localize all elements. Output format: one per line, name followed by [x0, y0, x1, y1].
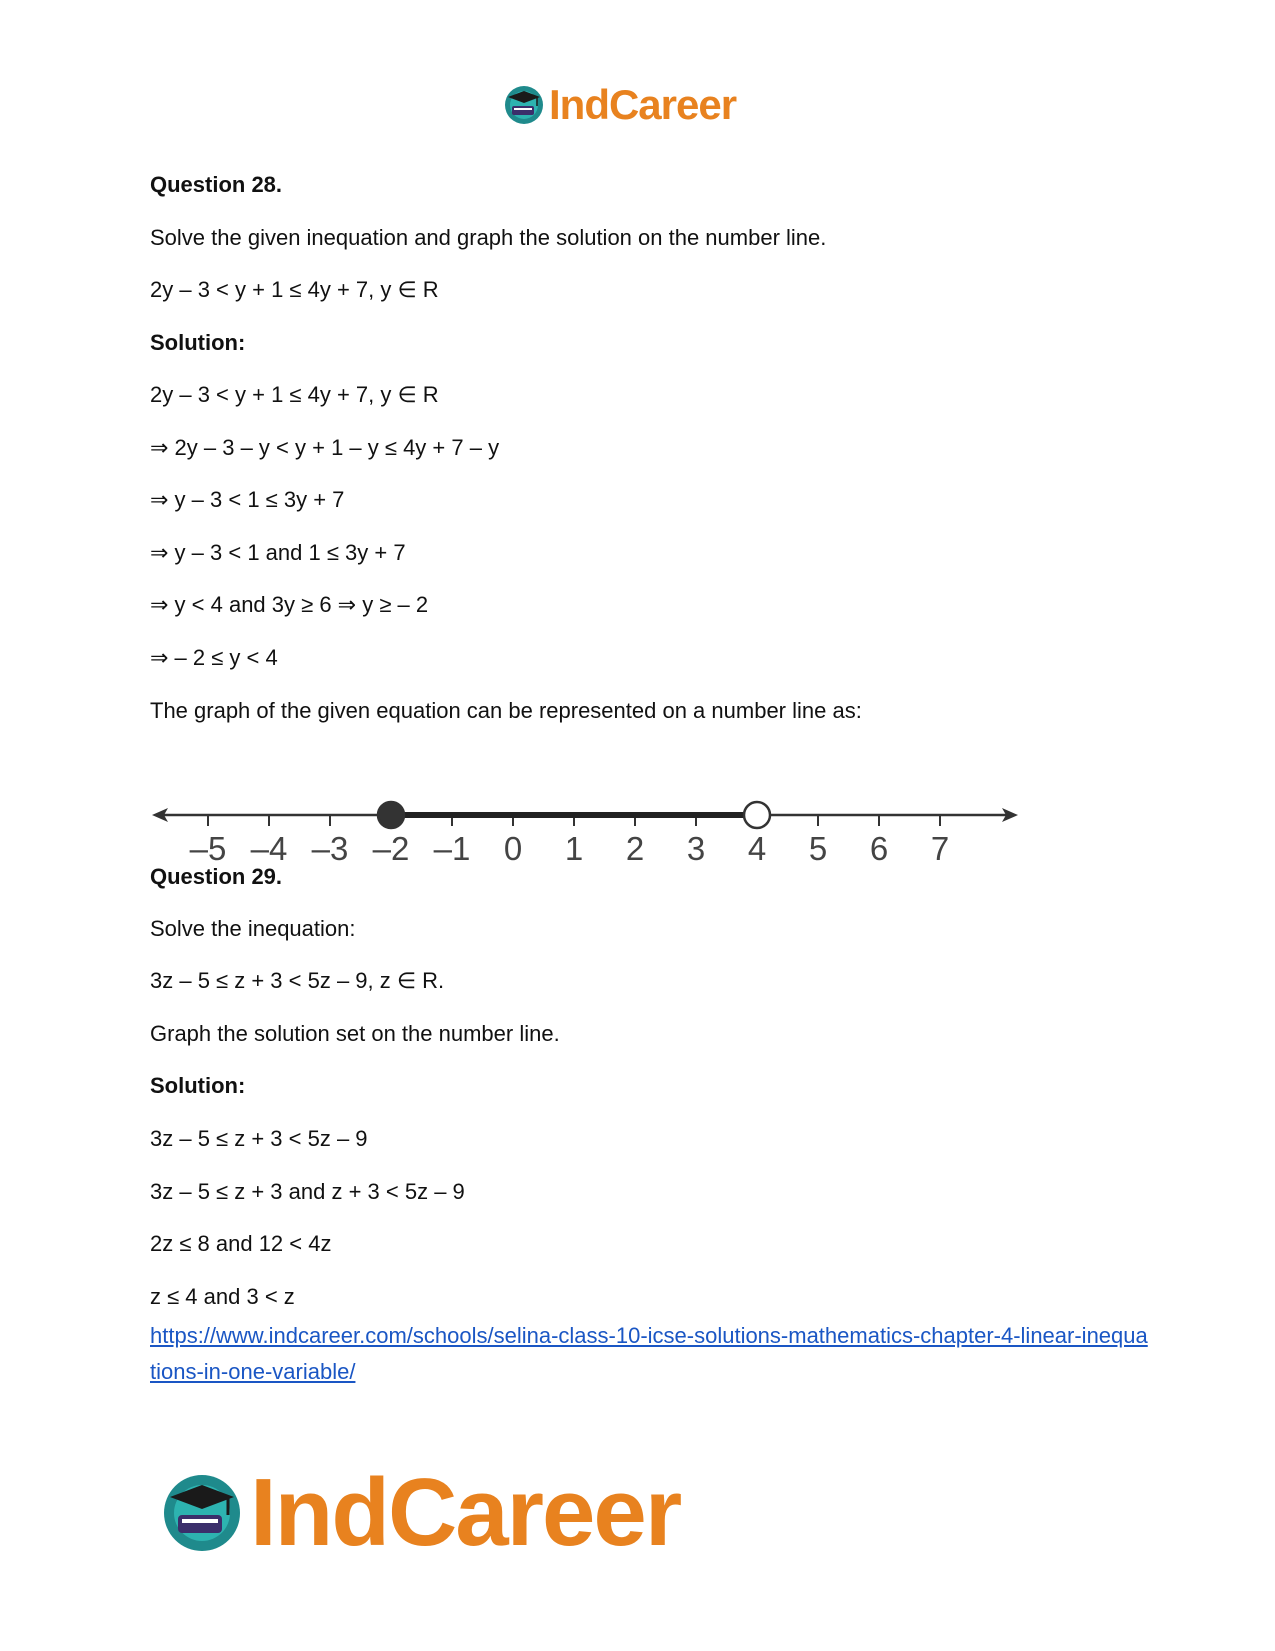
- question-29-solution-label: Solution:: [150, 1073, 246, 1098]
- solution-step: z ≤ 4 and 3 < z: [150, 1284, 295, 1309]
- solution-step: 2y – 3 < y + 1 ≤ 4y + 7, y ∈ R: [150, 382, 439, 407]
- tick-label: –3: [311, 830, 349, 867]
- header-logo: [503, 80, 773, 130]
- solution-step: ⇒ y < 4 and 3y ≥ 6 ⇒ y ≥ – 2: [150, 592, 429, 617]
- question-28-prompt: Solve the given inequation and graph the solution on the number line.: [150, 225, 827, 250]
- graduation-cap-icon: [503, 84, 545, 126]
- tick-label: 5: [808, 830, 828, 867]
- solution-step: ⇒ y – 3 < 1 and 1 ≤ 3y + 7: [150, 540, 406, 565]
- tick-label: –4: [250, 830, 288, 867]
- tick-label: 3: [686, 830, 706, 867]
- question-29-expression: 3z – 5 ≤ z + 3 < 5z – 9, z ∈ R.: [150, 968, 445, 993]
- graduation-cap-icon: [160, 1471, 244, 1555]
- end-point-open: [744, 802, 770, 828]
- tick-label: –2: [372, 830, 410, 867]
- tick-label: –1: [433, 830, 471, 867]
- question-29-title: Question 29.: [150, 864, 283, 889]
- start-point-closed: [378, 802, 404, 828]
- question-28-expression: 2y – 3 < y + 1 ≤ 4y + 7, y ∈ R: [150, 277, 439, 302]
- tick-label: 2: [625, 830, 645, 867]
- tick-label: 4: [747, 830, 767, 867]
- question-28-title: Question 28.: [150, 172, 283, 197]
- question-29-prompt: Solve the inequation:: [150, 916, 356, 941]
- brand-wordmark: IndCareer: [549, 81, 737, 128]
- tick-label: 6: [869, 830, 889, 867]
- tick-label: –5: [189, 830, 227, 867]
- graph-caption: The graph of the given equation can be represented on a number line as:: [150, 698, 862, 723]
- question-28-solution-label: Solution:: [150, 330, 246, 355]
- source-link[interactable]: https://www.indcareer.com/schools/selina-class-10-icse-solutions-mathematics-chapter-4-linear-inequations-in-one-variable/: [150, 1323, 1148, 1384]
- solution-step: ⇒ – 2 ≤ y < 4: [150, 645, 278, 670]
- solution-step: ⇒ y – 3 < 1 ≤ 3y + 7: [150, 487, 345, 512]
- brand-wordmark: IndCareer: [250, 1459, 681, 1566]
- solution-step: 3z – 5 ≤ z + 3 < 5z – 9: [150, 1126, 368, 1151]
- tick-label: 0: [503, 830, 523, 867]
- footer-logo: [160, 1459, 700, 1566]
- tick-label: 7: [930, 830, 950, 867]
- solution-step: 2z ≤ 8 and 12 < 4z: [150, 1231, 332, 1256]
- solution-step: ⇒ 2y – 3 – y < y + 1 – y ≤ 4y + 7 – y: [150, 435, 500, 460]
- tick-label: 1: [564, 830, 584, 867]
- question-29-instruction: Graph the solution set on the number line.: [150, 1021, 560, 1046]
- solution-step: 3z – 5 ≤ z + 3 and z + 3 < 5z – 9: [150, 1179, 465, 1204]
